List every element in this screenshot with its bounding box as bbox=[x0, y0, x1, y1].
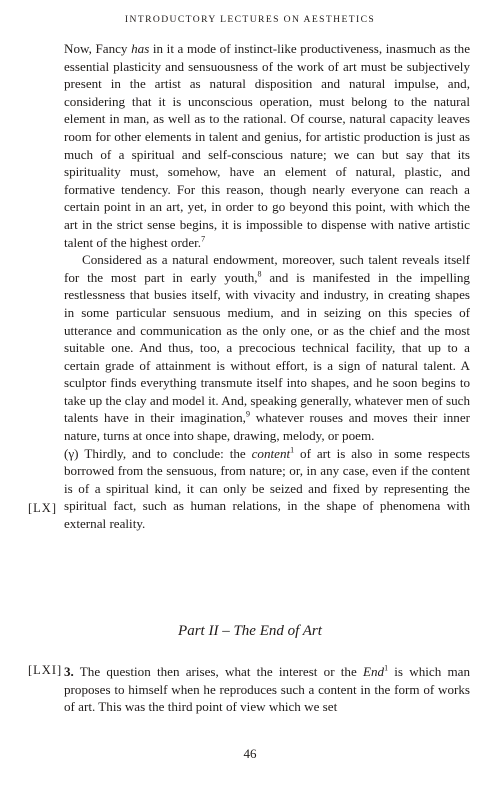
footnote-ref: 1 bbox=[384, 663, 389, 673]
footnote-ref: 8 bbox=[257, 269, 262, 279]
footnote-ref: 7 bbox=[201, 234, 206, 244]
main-text-block bbox=[64, 40, 470, 533]
footnote-ref: 9 bbox=[245, 410, 250, 420]
footnote-ref: 1 bbox=[290, 445, 295, 455]
paragraph-fancy: Now, Fancy has in it a mode of instinct-like productiveness, inasmuch as the essential plasticity and sensuousness of the work of art must be subjectively present in the artist as natural disposition and natural impulse, and, considering that it is unconscious operation, must belong to the natural element in man, as well as to the rational. Of course, natural capacity leaves room for other elements in talent and genius, for artistic production is just as much of a spiritual and self-conscious nature; we can but say that its spirituality must, somehow, have an element of natural, plastic, and formative tendency. For this reason, though nearly everyone can reach a certain point in an art, yet, in order to go beyond this point, with which the art in the strict sense begins, it is impossible to dispense with native artistic talent of the highest order.$^7$ bbox=[64, 41, 471, 250]
paragraph-talent: Considered as a natural endowment, moreover, such talent reveals itself for the most part in early youth,$^8$ and is manifested in the impelling restlessness that busies itself, with vivacity and industry, in creating shapes in some particular sensuous medium, and in seizing on this species of utterance and communication as the only one, or as the chief and the most suitable one. And thus, too, a precocious technical facility, that up to a certain grade of attainment is without effort, is a sign of natural talent. A sculptor finds everything transmute itself into shapes, and he soon begins to take up the clay and model it. And, speaking generally, whatever men of such talents have in their imagination,$^9$ whatever rouses and moves their inner nature, turns at once into shape, drawing, melody, or poem. bbox=[64, 252, 470, 444]
paragraph-end-of-art: 3. The question then arises, what the interest or the End$^1$ is which man proposes to himself when he reproduces such a content in the form of works of art. This was the third point of view which we set bbox=[64, 663, 470, 715]
margin-ref-lx: [LX] bbox=[28, 501, 57, 515]
margin-ref-lxi: [LXI] bbox=[28, 663, 63, 677]
page-number: 46 bbox=[243, 746, 257, 761]
section-heading: Part II – The End of Art bbox=[178, 623, 322, 639]
running-head: INTRODUCTORY LECTURES ON AESTHETICS bbox=[124, 14, 376, 25]
paragraph-content: (γ) Thirdly, and to conclude: the content$^1$ of art is also in some respects borrowed from the sensuous, from nature; or, in any case, even if the content is of a spiritual kind, it can only be seized and fixed by representing the spiritual fact, such as human relations, in the shape of phenomena with external reality. bbox=[64, 445, 470, 532]
